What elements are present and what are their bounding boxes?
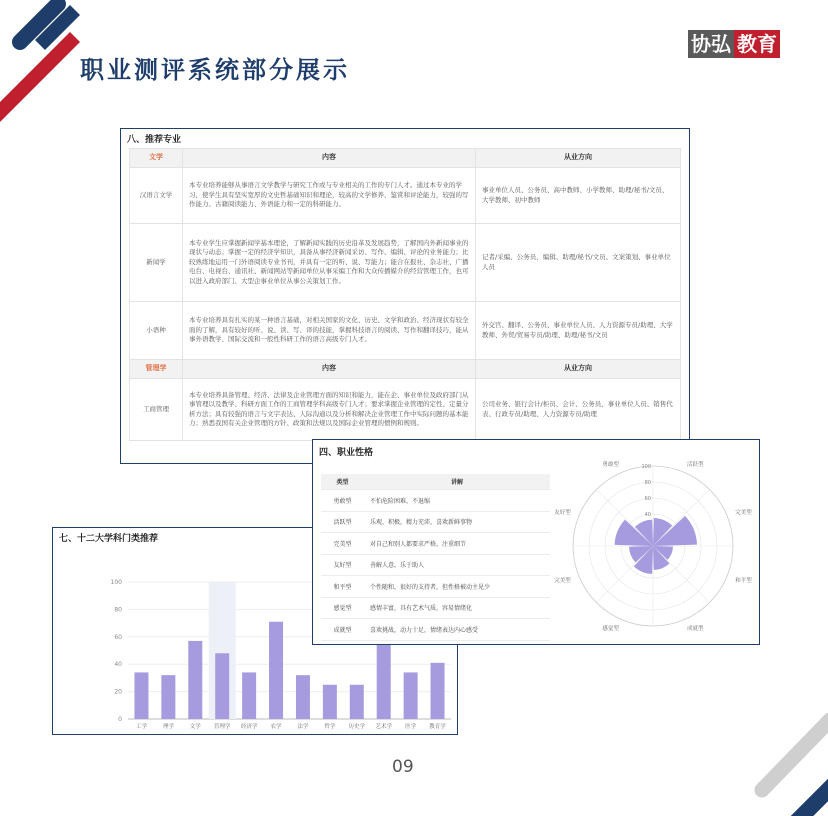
category-header: 文学: [130, 149, 183, 168]
desc-cell: 乐观，积极，精力充沛，喜欢新鲜事物: [364, 511, 550, 533]
brand-logo: [688, 30, 780, 58]
bar-chart-title: 七、十二大学科门类推荐: [59, 534, 159, 544]
table-row: [321, 533, 550, 555]
x-tick-label: 医学: [405, 724, 417, 730]
y-tick-label: 20: [114, 688, 122, 696]
major-name: 新闻学: [130, 224, 183, 302]
table-row: [321, 576, 550, 598]
desc-cell: 感情丰富，具有艺术气质，容易情绪化: [364, 597, 550, 619]
desc-cell: 个性随和，很好的支持者，但性格被动主见少: [364, 576, 550, 598]
x-tick-label: 艺术学: [375, 724, 392, 730]
bar: [188, 641, 202, 719]
desc-cell: 喜欢挑战，动力十足，情绪表达内心感受: [364, 619, 550, 641]
bar: [215, 653, 229, 719]
content-header: 内容: [183, 360, 476, 379]
bar: [377, 645, 391, 719]
table-row: [321, 597, 550, 619]
polar-category-label: 感觉型: [602, 626, 619, 633]
bar: [269, 622, 283, 719]
bar: [242, 672, 256, 719]
major-career: 事业单位人员、公务员、高中教师、小学教师、助理/秘书/文员、大学教师、初中教师: [476, 168, 681, 224]
major-panel-title: 八、推荐专业: [127, 135, 182, 145]
major-content: 本专业培养能够从事语言文学教学与研究工作或与专业相关的工作的专门人才。通过本专业的学习，使学生具有坚实宽厚的文史哲基础知识和理论，较高的文学修养、鉴赏和评论能力，较强的写作能力、古籍阅读能力、外语能力和一定的科研能力。: [183, 168, 476, 224]
polar-spoke: [596, 546, 653, 603]
polar-r-tick-label: 100: [641, 464, 651, 470]
bar: [350, 685, 364, 719]
type-cell: 友好型: [321, 554, 364, 576]
y-tick-label: 60: [114, 633, 122, 641]
bar: [296, 675, 310, 719]
page-number: 09: [392, 757, 414, 777]
decor-stripe-bottomright: [740, 690, 828, 816]
desc-cell: 不怕危险困难，不退缩: [364, 490, 550, 512]
x-tick-label: 哲学: [324, 724, 336, 730]
major-content: 本专业培养具有扎实的某一种语言基础，对相关国家的文化、历史、文学和政治、经济现状有较全面的了解，具有较好的听、说、读、写、译的技能，掌握科技语言的阅读、写作和翻译技巧，能从事外语教学、国际交流和一般性科研工作的语言高级专门人才。: [183, 302, 476, 360]
polar-category-label: 完美型: [735, 509, 752, 516]
x-tick-label: 教育学: [429, 724, 446, 730]
table-row: [321, 619, 550, 641]
type-cell: 感觉型: [321, 597, 364, 619]
decor-stripe-topleft: [0, 0, 90, 130]
desc-header: 讲解: [364, 474, 550, 490]
y-tick-label: 100: [110, 579, 122, 586]
polar-category-label: 友好型: [554, 509, 571, 516]
career-header: 从业方向: [476, 149, 681, 168]
major-career: 记者/采编、公务员、编辑、助理/秘书/文员、文案策划、事业单位人员: [476, 224, 681, 302]
table-header-row: [130, 360, 681, 379]
bar: [323, 685, 337, 719]
polar-category-label: 和平型: [735, 578, 752, 585]
polar-chart: [554, 448, 755, 638]
x-tick-label: 经济学: [240, 724, 258, 730]
major-table: [129, 148, 681, 441]
x-tick-label: 文学: [189, 724, 201, 730]
type-cell: 成就型: [321, 619, 364, 641]
polar-spoke: [653, 546, 710, 603]
x-tick-label: 历史学: [348, 724, 366, 730]
type-header: 类型: [321, 474, 364, 490]
page-title: 职业测评系统部分展示: [80, 56, 350, 84]
type-cell: 勇敢型: [321, 490, 364, 512]
content-header: 内容: [183, 149, 476, 168]
desc-cell: 对自己和别人都要求严格，注重细节: [364, 533, 550, 555]
desc-cell: 善解人意，乐于助人: [364, 554, 550, 576]
x-tick-label: 农学: [270, 724, 282, 730]
table-row: [130, 379, 681, 441]
type-cell: 和平型: [321, 576, 364, 598]
major-panel: [120, 128, 690, 464]
personality-panel: [312, 439, 760, 645]
major-name: 工商管理: [130, 379, 183, 441]
polar-r-tick-label: 40: [644, 512, 651, 518]
y-tick-label: 80: [114, 606, 122, 614]
major-content: 本专业培养具备管理、经济、法律及企业管理方面的知识和能力，能在企、事业单位及政府部门从事管理以及教学、科研方面工作的工商管理学科高级专门人才；要求掌握企业管理的定性、定量分析方法；具有较强的语言与文字表达、人际沟通以及分析和解决企业管理工作中实际问题的基本能力；熟悉我国有关企业管理的方针、政策和法规以及国际企业管理的惯例和规则。: [183, 379, 476, 441]
x-tick-label: 管理学: [213, 724, 231, 730]
polar-category-label: 完美型: [554, 578, 571, 585]
career-header: 从业方向: [476, 360, 681, 379]
personality-panel-title: 四、职业性格: [319, 448, 374, 458]
table-row: [321, 490, 550, 512]
category-header: 管理学: [130, 360, 183, 379]
y-tick-label: 0: [118, 716, 122, 723]
major-career: 公司业务、银行会计/柜员、会计、公务员、事业单位人员、销售代表、行政专员/助理、人力资源专员/助理: [476, 379, 681, 441]
polar-r-tick-label: 80: [644, 480, 651, 486]
type-cell: 活跃型: [321, 511, 364, 533]
bar: [134, 672, 148, 719]
polar-category-label: 勇敢型: [602, 461, 619, 468]
personality-table: [321, 474, 550, 641]
table-row: [130, 168, 681, 224]
table-row: [130, 302, 681, 360]
table-header-row: [130, 149, 681, 168]
y-tick-label: 40: [114, 661, 122, 669]
bar: [161, 675, 175, 719]
x-tick-label: 法学: [297, 724, 309, 730]
polar-category-label: 成就型: [687, 626, 704, 633]
table-row: [130, 224, 681, 302]
type-cell: 完美型: [321, 533, 364, 555]
major-name: 汉语言文学: [130, 168, 183, 224]
logo-part1: 协弘: [688, 30, 734, 58]
x-tick-label: 工学: [135, 724, 147, 730]
major-name: 小语种: [130, 302, 183, 360]
logo-part2: 教育: [734, 30, 780, 58]
polar-category-label: 活跃型: [687, 461, 704, 468]
bar: [404, 672, 418, 719]
polar-r-tick-label: 60: [644, 496, 651, 502]
major-career: 外交官、翻译、公务员、事业单位人员、人力资源专员/助理、大学教师、外贸/贸易专员/助理、助理/秘书/文员: [476, 302, 681, 360]
table-row: [321, 511, 550, 533]
table-row: [321, 554, 550, 576]
x-tick-label: 理学: [162, 724, 174, 730]
major-content: 本专业学生应掌握新闻学基本理论，了解新闻实践的历史沿革及发展趋势，了解国内外新闻事业的现状与动态；掌握一定的经济学知识，具备从事经济新闻采访、写作、编辑、评论的业务能力；比较熟练地运用一门外语阅读专业书刊，并具有一定的听、说、写能力；能合在报社、杂志社、广播电台、电视台、通讯社、新闻网站等新闻单位从事采编工作和大众传播媒介的经营管理工作，也可以进入政府部门、大型企事业单位从事公关策划工作。: [183, 224, 476, 302]
table-header-row: [321, 474, 550, 490]
bar: [431, 663, 445, 719]
